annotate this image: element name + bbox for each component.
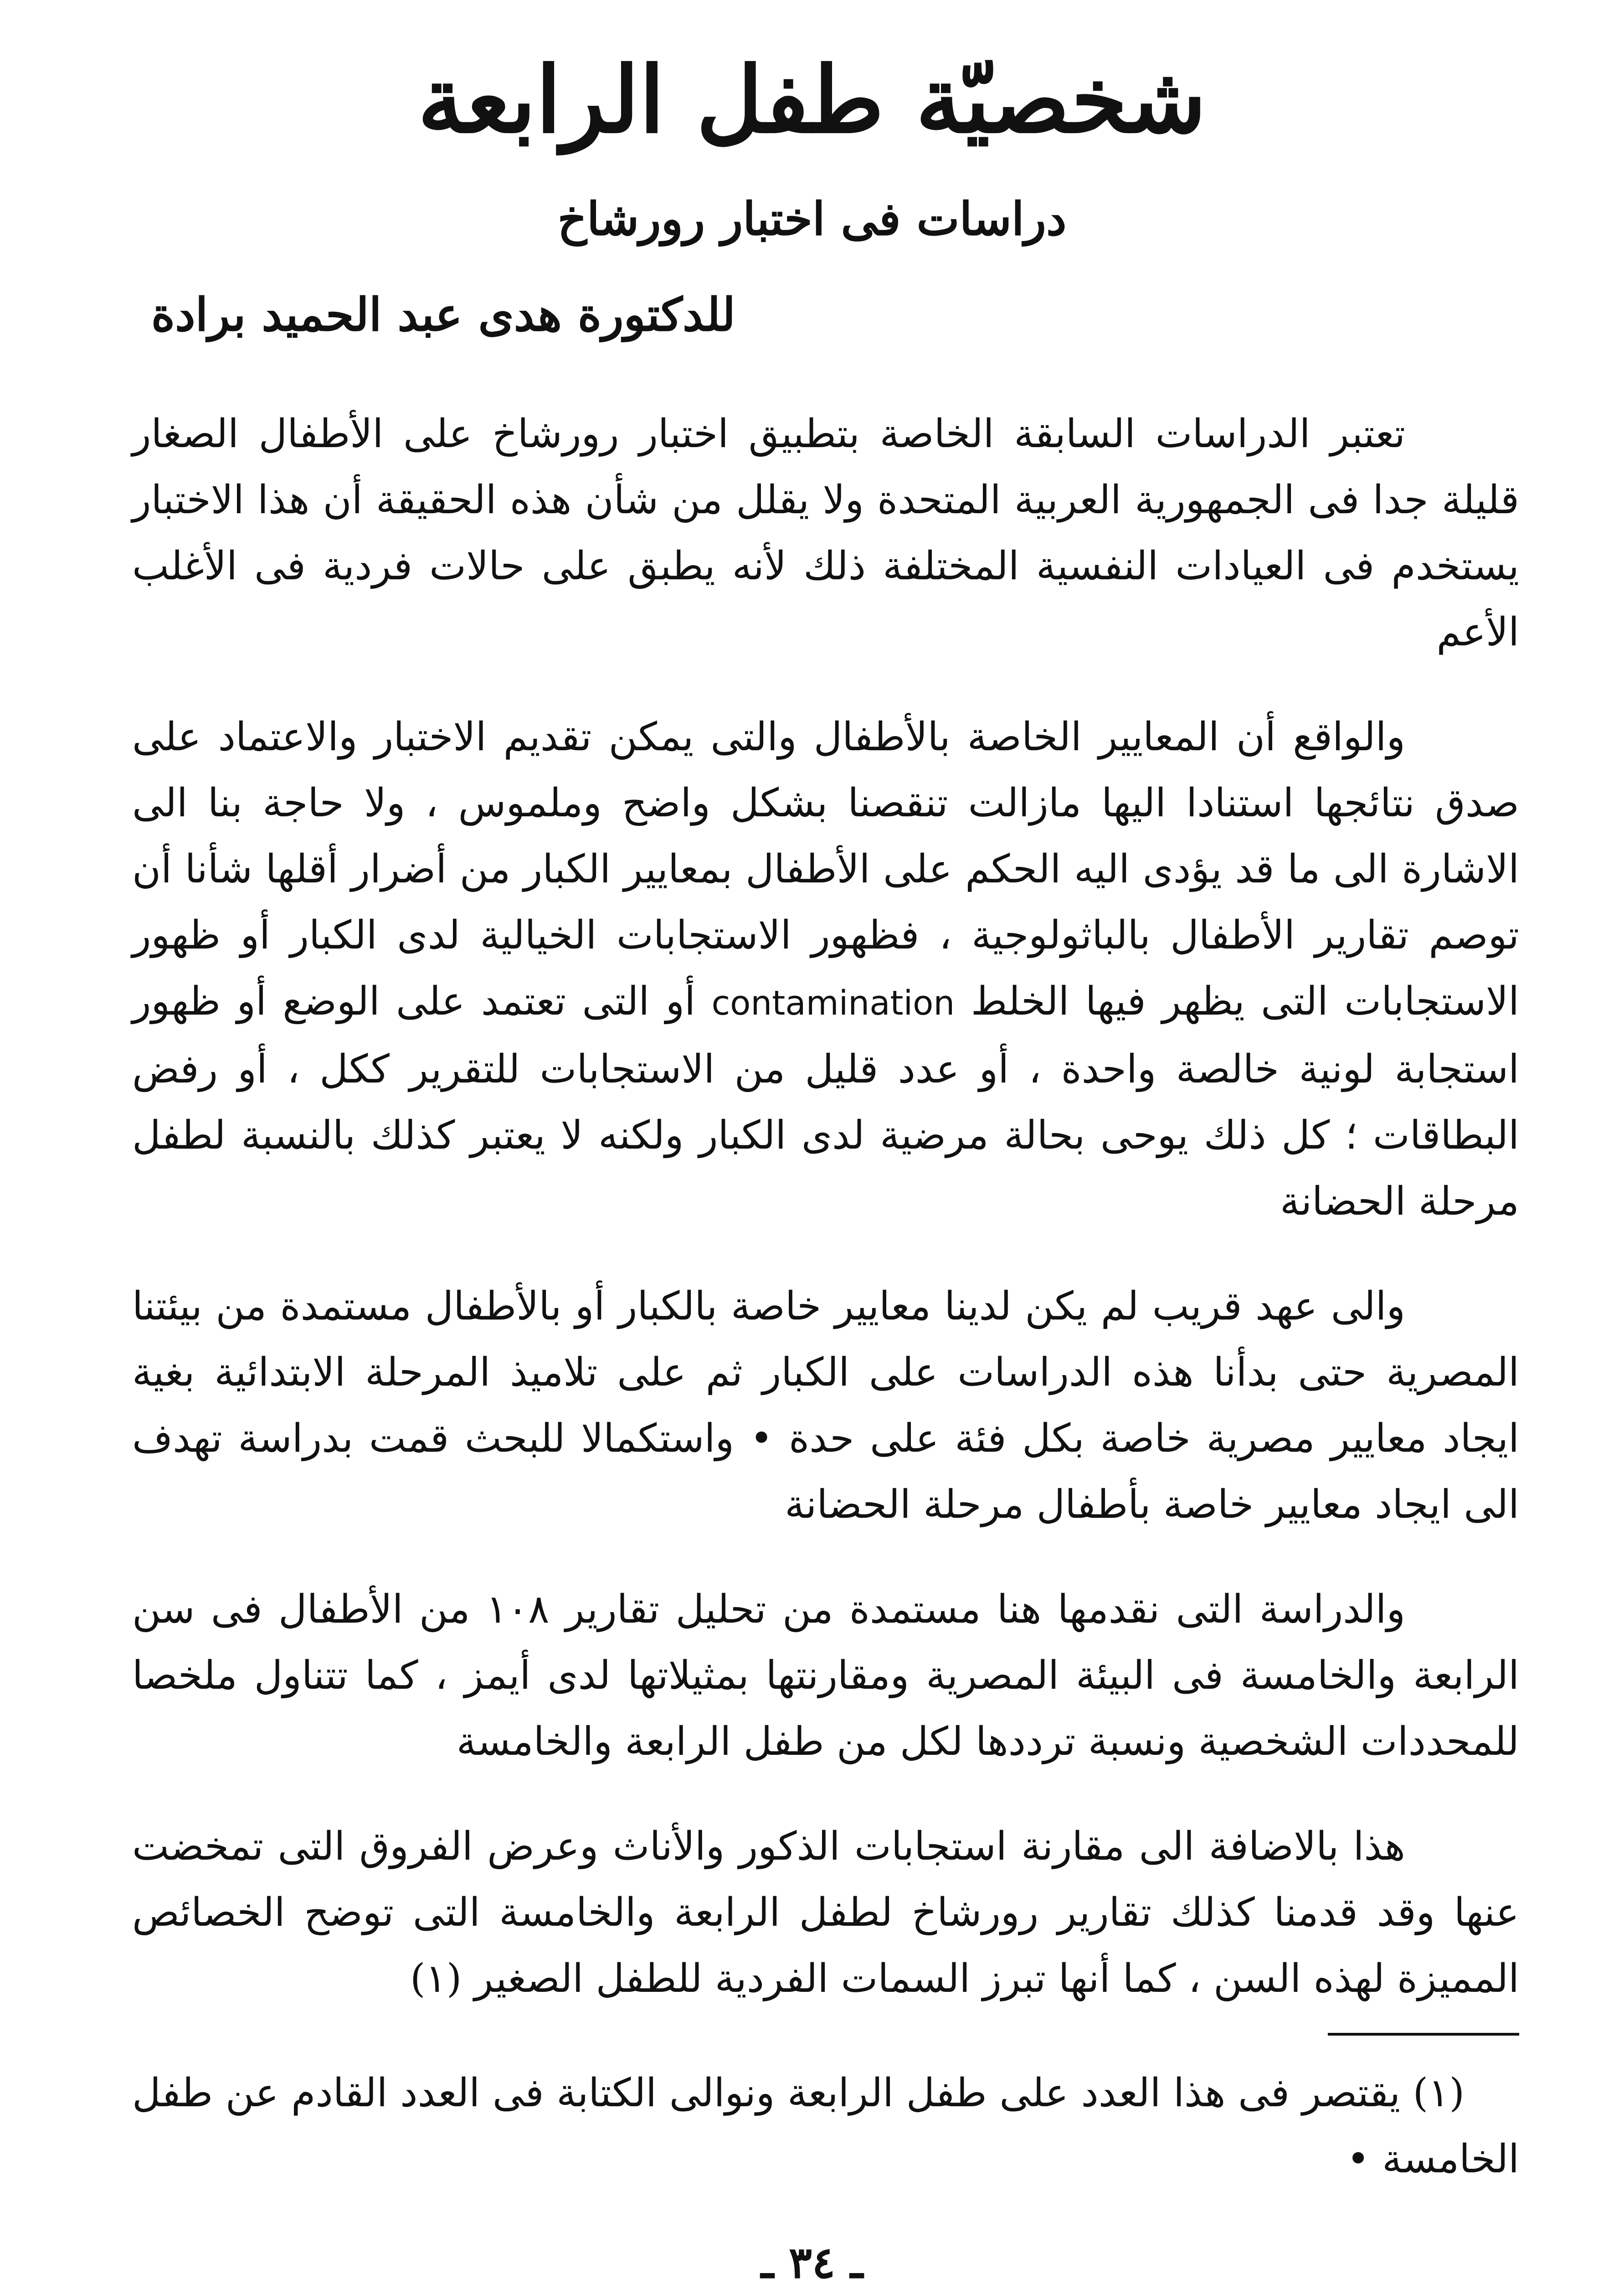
- paragraph-5-text: هذا بالاضافة الى مقارنة استجابات الذكور والأناث وعرض الفروق التى تمخضت عنها وقد قدمنا كذلك تقارير رورشاخ لطفل الرابعة والخامسة التى توضح الخصائص المميزة لهذه السن ، كما أنها تبرز السمات الفردية للطفل الصغير (١): [132, 1824, 1519, 2001]
- paragraph-2-text: والواقع أن المعايير الخاصة بالأطفال والتى يمكن تقديم الاختبار والاعتماد على صدق نتائجها استنادا اليها مازالت تنقصنا بشكل واضح وملموس ، ولا حاجة بنا الى الاشارة الى ما قد يؤدى اليه الحكم على الأطفال بمعايير الكبار من أضرار أقلها شأنا أن توصم تقارير الأطفال بالباثولوجية ، فظهور الاستجابات الخيالية لدى الكبار أو ظهور الاستجابات التى يظهر فيها الخلط: [132, 714, 1519, 1024]
- article-body: [132, 401, 1519, 2051]
- paragraph-2: [132, 704, 1519, 1235]
- paragraph-3: [132, 1274, 1519, 1538]
- latin-term: contamination: [711, 984, 955, 1023]
- paragraph-1: [132, 401, 1519, 665]
- paragraph-5: [132, 1814, 1519, 2012]
- paragraph-4: [132, 1577, 1519, 1775]
- paragraph-1-text: تعتبر الدراسات السابقة الخاصة بتطبيق اختبار رورشاخ على الأطفال الصغار قليلة جدا فى الجمهورية العربية المتحدة ولا يقلل من شأن هذه الحقيقة أن هذا الاختبار يستخدم فى العيادات النفسية المختلفة ذلك لأنه يطبق على حالات فردية فى الأغلب الأعم: [132, 411, 1519, 655]
- article-subtitle: دراسات فى اختبار رورشاخ: [557, 192, 1067, 246]
- author-name: للدكتورة هدى عبد الحميد برادة: [151, 288, 735, 341]
- footnote-divider: [1328, 2033, 1519, 2036]
- paragraph-4-text: والدراسة التى نقدمها هنا مستمدة من تحليل تقارير ١٠٨ من الأطفال فى سن الرابعة والخامسة فى البيئة المصرية ومقارنتها بمثيلاتها لدى أيمز ، كما تتناول ملخصا للمحددات الشخصية ونسبة ترددها لكل من طفل الرابعة والخامسة: [132, 1587, 1519, 1764]
- article-title: شخصيّة طفل الرابعة: [417, 46, 1207, 154]
- paragraph-2-text-after: أو التى تعتمد على الوضع أو ظهور استجابة لونية خالصة واحدة ، أو عدد قليل من الاستجابات للتقرير ككل ، أو رفض البطاقات ؛ كل ذلك يوحى بحالة مرضية لدى الكبار ولكنه لا يعتبر كذلك بالنسبة لطفل مرحلة الحضانة: [132, 979, 1519, 1224]
- page-number: ـ ٣٤ ـ: [761, 2238, 863, 2279]
- footnote: (١) يقتصر فى هذا العدد على طفل الرابعة ونوالى الكتابة فى العدد القادم عن طفل الخامسة •: [132, 2070, 1519, 2182]
- paragraph-3-text: والى عهد قريب لم يكن لدينا معايير خاصة بالكبار أو بالأطفال مستمدة من بيئتنا المصرية حتى بدأنا هذه الدراسات على الكبار ثم على تلاميذ المرحلة الابتدائية بغية ايجاد معايير مصرية خاصة بكل فئة على حدة • واستكمالا للبحث قمت بدراسة تهدف الى ايجاد معايير خاصة بأطفال مرحلة الحضانة: [132, 1284, 1519, 1527]
